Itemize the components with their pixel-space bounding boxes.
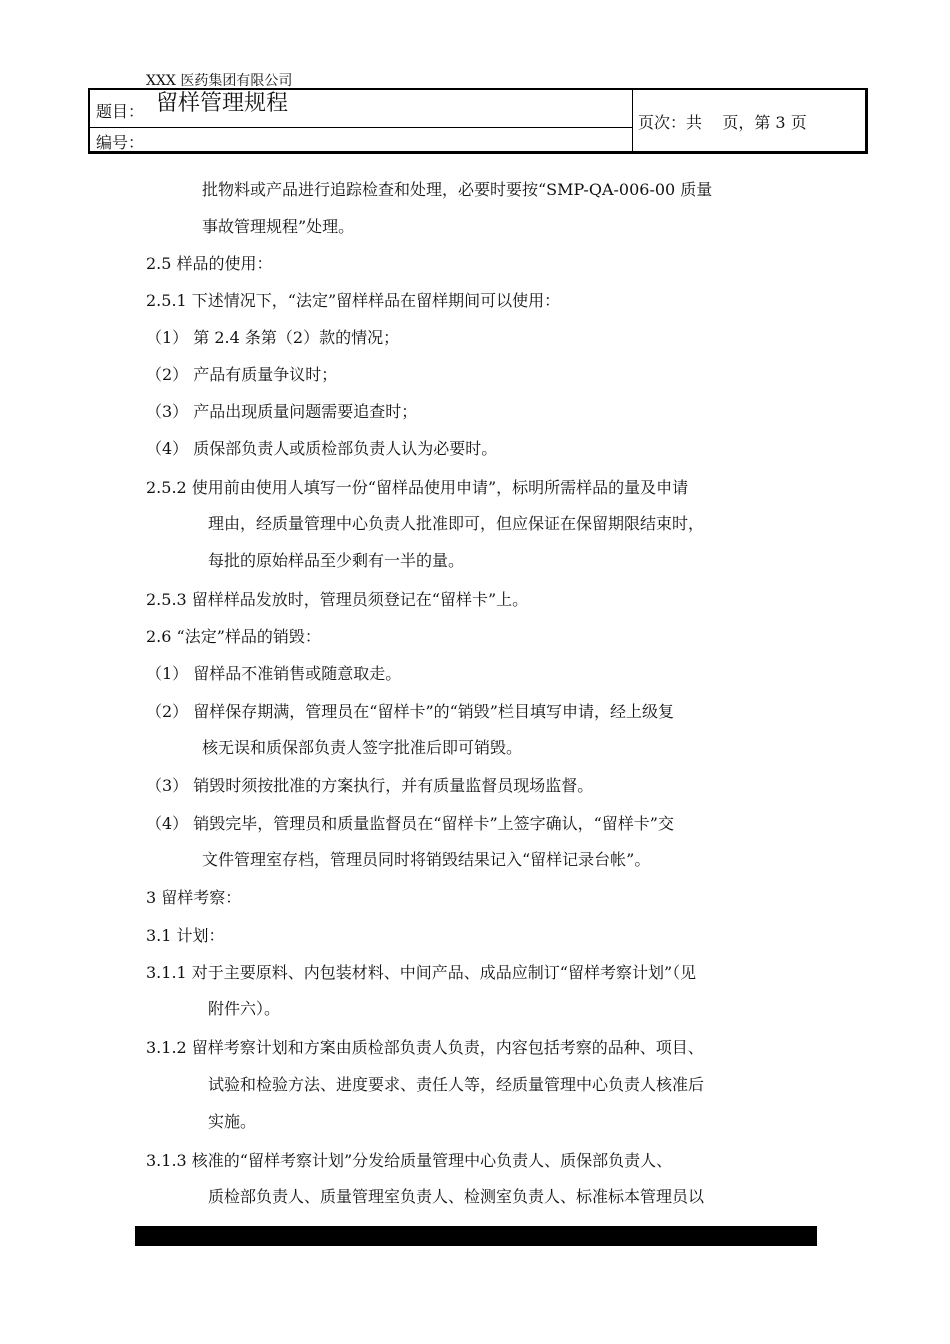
section-heading: 2.6 “法定”样品的销毁： <box>146 627 321 646</box>
section-heading: 3.1 计划： <box>146 926 225 945</box>
body-line: 核无误和质保部负责人签字批准后即可销毁。 <box>202 738 523 757</box>
number-label: 编号： <box>96 133 145 152</box>
list-item: （1） 第 2.4 条第（2）款的情况； <box>146 328 400 347</box>
body-line: 试验和检验方法、进度要求、责任人等，经质量管理中心负责人核准后 <box>208 1075 705 1094</box>
body-line: 理由，经质量管理中心负责人批准即可，但应保证在保留期限结束时， <box>208 514 705 533</box>
footer-bar <box>135 1226 817 1246</box>
body-line: 3.1.1 对于主要原料、内包装材料、中间产品、成品应制订“留样考察计划”（见 <box>146 963 697 982</box>
body-line: 质检部负责人、质量管理室负责人、检测室负责人、标准标本管理员以 <box>208 1187 705 1206</box>
body-line: 批物料或产品进行追踪检查和处理，必要时要按“SMP-QA-006-00 质量 <box>202 180 713 199</box>
document-title: 留样管理规程 <box>156 91 289 116</box>
body-line: 2.5.1 下述情况下，“法定”留样样品在留样期间可以使用： <box>146 291 561 310</box>
section-heading: 3 留样考察： <box>146 888 242 907</box>
list-item: （4） 质保部负责人或质检部负责人认为必要时。 <box>146 439 498 458</box>
list-item: （2） 留样保存期满，管理员在“留样卡”的“销毁”栏目填写申请，经上级复 <box>146 702 674 721</box>
body-line: 文件管理室存档，管理员同时将销毁结果记入“留样记录台帐”。 <box>202 850 651 869</box>
body-line: 每批的原始样品至少剩有一半的量。 <box>208 551 465 570</box>
body-line: 3.1.3 核准的“留样考察计划”分发给质量管理中心负责人、质保部负责人、 <box>146 1151 673 1170</box>
company-name: XXX 医药集团有限公司 <box>146 73 293 89</box>
list-item: （1） 留样品不准销售或随意取走。 <box>146 664 402 683</box>
section-heading: 2.5 样品的使用： <box>146 254 273 273</box>
list-item: （3） 销毁时须按批准的方案执行，并有质量监督员现场监督。 <box>146 776 594 795</box>
title-label: 题目： <box>96 102 145 121</box>
body-line: 实施。 <box>208 1112 257 1131</box>
body-line: 3.1.2 留样考察计划和方案由质检部负责人负责，内容包括考察的品种、项目、 <box>146 1038 704 1057</box>
title-row <box>90 90 632 128</box>
page-info: 页次：共 页，第 3 页 <box>638 113 807 132</box>
body-line: 事故管理规程”处理。 <box>202 217 355 236</box>
list-item: （2） 产品有质量争议时； <box>146 365 338 384</box>
body-line: 附件六）。 <box>208 999 281 1018</box>
document-header <box>88 88 868 154</box>
body-line: 2.5.2 使用前由使用人填写一份“留样品使用申请”，标明所需样品的量及申请 <box>146 478 689 497</box>
list-item: （4） 销毁完毕，管理员和质量监督员在“留样卡”上签字确认，“留样卡”交 <box>146 814 674 833</box>
list-item: （3） 产品出现质量问题需要追查时； <box>146 402 418 421</box>
header-left-cell <box>90 90 633 151</box>
body-line: 2.5.3 留样样品发放时，管理员须登记在“留样卡”上。 <box>146 590 529 609</box>
